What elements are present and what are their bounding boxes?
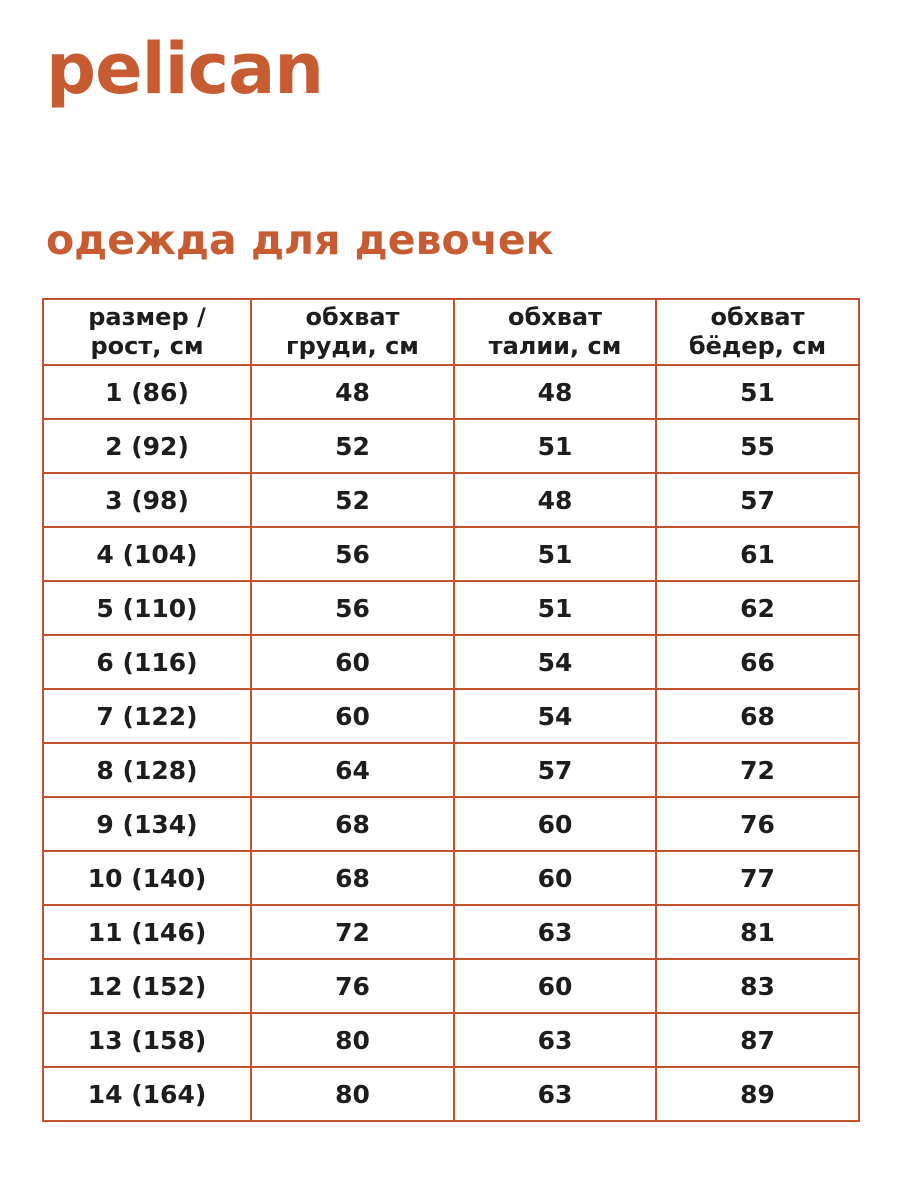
header-line: талии, см xyxy=(488,332,622,360)
header-line: груди, см xyxy=(286,332,419,360)
measurement-cell: 60 xyxy=(251,635,454,689)
measurement-cell: 52 xyxy=(251,419,454,473)
size-height-cell: 10 (140) xyxy=(43,851,251,905)
size-height-cell: 7 (122) xyxy=(43,689,251,743)
measurement-cell: 66 xyxy=(656,635,859,689)
size-height-cell: 3 (98) xyxy=(43,473,251,527)
measurement-cell: 80 xyxy=(251,1067,454,1121)
size-height-cell: 13 (158) xyxy=(43,1013,251,1067)
measurement-cell: 56 xyxy=(251,581,454,635)
measurement-cell: 68 xyxy=(251,851,454,905)
header-waist xyxy=(454,299,656,365)
measurement-cell: 87 xyxy=(656,1013,859,1067)
table-row xyxy=(43,419,859,473)
table-row xyxy=(43,689,859,743)
measurement-cell: 48 xyxy=(454,473,656,527)
header-line: обхват xyxy=(710,303,805,332)
size-height-cell: 5 (110) xyxy=(43,581,251,635)
table-row xyxy=(43,1013,859,1067)
size-table-header xyxy=(43,299,859,365)
measurement-cell: 80 xyxy=(251,1013,454,1067)
size-height-cell: 11 (146) xyxy=(43,905,251,959)
measurement-cell: 60 xyxy=(251,689,454,743)
header-line: рост, см xyxy=(90,332,204,360)
measurement-cell: 76 xyxy=(251,959,454,1013)
size-height-cell: 12 (152) xyxy=(43,959,251,1013)
table-row xyxy=(43,1067,859,1121)
measurement-cell: 57 xyxy=(656,473,859,527)
header-size-height xyxy=(43,299,251,365)
measurement-cell: 60 xyxy=(454,851,656,905)
table-row xyxy=(43,473,859,527)
measurement-cell: 54 xyxy=(454,635,656,689)
measurement-cell: 55 xyxy=(656,419,859,473)
measurement-cell: 64 xyxy=(251,743,454,797)
size-height-cell: 9 (134) xyxy=(43,797,251,851)
size-height-cell: 14 (164) xyxy=(43,1067,251,1121)
table-row xyxy=(43,635,859,689)
header-line: обхват xyxy=(507,303,603,332)
measurement-cell: 63 xyxy=(454,1013,656,1067)
header-line: размер / xyxy=(88,303,206,332)
measurement-cell: 83 xyxy=(656,959,859,1013)
measurement-cell: 72 xyxy=(251,905,454,959)
table-row xyxy=(43,905,859,959)
table-row xyxy=(43,851,859,905)
measurement-cell: 48 xyxy=(251,365,454,419)
header-row xyxy=(43,299,859,365)
measurement-cell: 62 xyxy=(656,581,859,635)
measurement-cell: 51 xyxy=(454,581,656,635)
measurement-cell: 54 xyxy=(454,689,656,743)
table-row xyxy=(43,365,859,419)
measurement-cell: 68 xyxy=(251,797,454,851)
table-row xyxy=(43,527,859,581)
measurement-cell: 51 xyxy=(454,419,656,473)
measurement-cell: 77 xyxy=(656,851,859,905)
measurement-cell: 57 xyxy=(454,743,656,797)
measurement-cell: 51 xyxy=(454,527,656,581)
table-row xyxy=(43,797,859,851)
measurement-cell: 48 xyxy=(454,365,656,419)
measurement-cell: 51 xyxy=(656,365,859,419)
measurement-cell: 60 xyxy=(454,959,656,1013)
page-title: одежда для девочек xyxy=(46,216,554,264)
size-table-body xyxy=(43,365,859,1121)
header-line: обхват xyxy=(305,303,400,332)
measurement-cell: 56 xyxy=(251,527,454,581)
header-chest xyxy=(251,299,454,365)
header-line: бёдер, см xyxy=(688,332,827,360)
size-height-cell: 6 (116) xyxy=(43,635,251,689)
brand-logo: pelican xyxy=(46,28,324,110)
measurement-cell: 76 xyxy=(656,797,859,851)
measurement-cell: 60 xyxy=(454,797,656,851)
measurement-cell: 72 xyxy=(656,743,859,797)
measurement-cell: 68 xyxy=(656,689,859,743)
table-row xyxy=(43,959,859,1013)
size-height-cell: 4 (104) xyxy=(43,527,251,581)
header-hips xyxy=(656,299,859,365)
measurement-cell: 61 xyxy=(656,527,859,581)
table-row xyxy=(43,743,859,797)
measurement-cell: 89 xyxy=(656,1067,859,1121)
size-height-cell: 1 (86) xyxy=(43,365,251,419)
table-row xyxy=(43,581,859,635)
measurement-cell: 63 xyxy=(454,905,656,959)
measurement-cell: 52 xyxy=(251,473,454,527)
size-chart-table xyxy=(42,298,860,1122)
measurement-cell: 63 xyxy=(454,1067,656,1121)
size-height-cell: 8 (128) xyxy=(43,743,251,797)
size-height-cell: 2 (92) xyxy=(43,419,251,473)
measurement-cell: 81 xyxy=(656,905,859,959)
